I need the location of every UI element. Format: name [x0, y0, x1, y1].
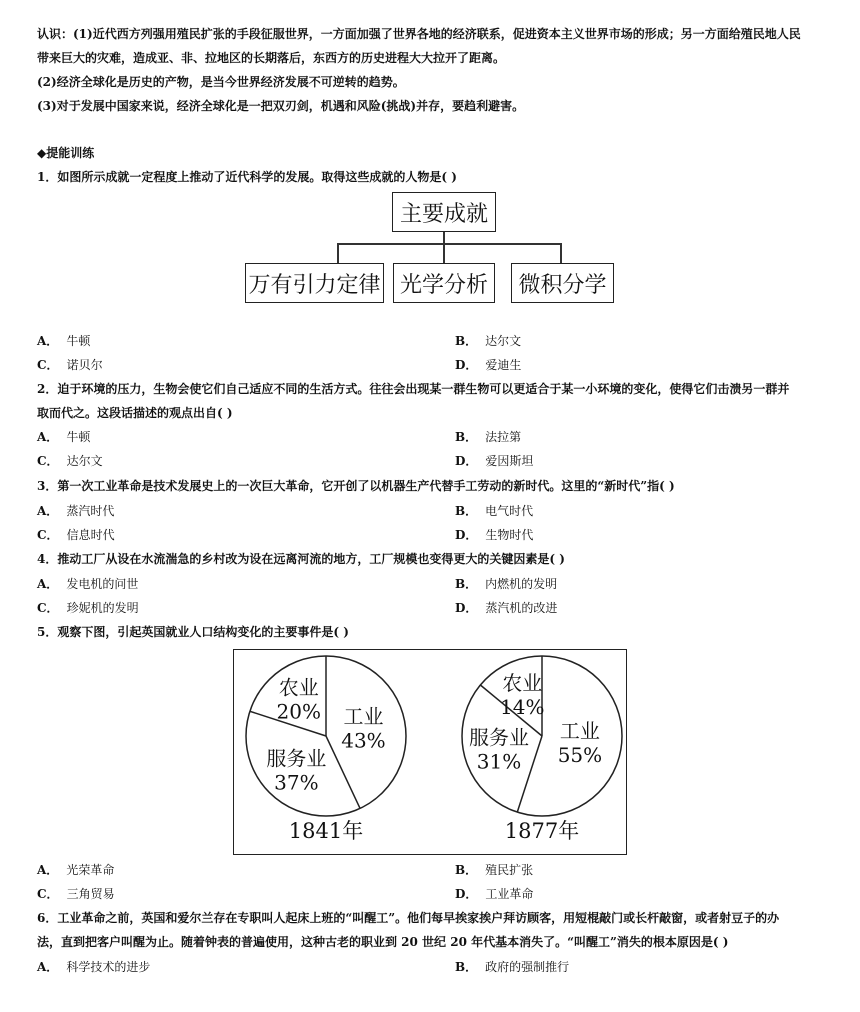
diagram-child-label: 万有引力定律 — [248, 272, 381, 298]
option-text: 内燃机的发明 — [485, 577, 558, 591]
option-c[interactable]: C． 珍妮机的发明 — [37, 601, 139, 615]
option-c[interactable]: C． 诺贝尔 — [37, 358, 103, 372]
pie-slice-label: 服务业 — [266, 746, 327, 771]
option-c[interactable]: C． 三角贸易 — [37, 887, 115, 901]
option-text: 达尔文 — [66, 454, 103, 468]
pie-slice-label: 工业 — [559, 719, 600, 744]
diagram-child-box — [245, 263, 384, 303]
option-d[interactable]: D． 工业革命 — [455, 887, 534, 901]
pie-slice-value: 37% — [274, 770, 319, 795]
option-d[interactable]: D． 爱因斯坦 — [455, 454, 534, 468]
option-text: 爱因斯坦 — [485, 454, 534, 468]
section-title: ◆提能训练 — [37, 146, 95, 160]
option-a[interactable]: A． 牛顿 — [37, 334, 91, 348]
option-text: 蒸汽时代 — [66, 504, 115, 518]
option-b[interactable]: B． 内燃机的发明 — [455, 577, 558, 591]
pie-slice-label: 工业 — [343, 704, 384, 729]
diagram-connector — [560, 243, 562, 263]
option-text: 电气时代 — [485, 504, 534, 518]
option-text: 光荣革命 — [66, 863, 115, 877]
pie-slice-label: 服务业 — [468, 725, 529, 750]
diagram-root-box — [392, 192, 496, 232]
pie-slice-value: 20% — [276, 699, 321, 724]
option-text: 信息时代 — [66, 528, 115, 542]
option-text: 发电机的问世 — [66, 577, 139, 591]
option-b[interactable]: B． 电气时代 — [455, 504, 534, 518]
question-6-stem-line-1: 6．工业革命之前，英国和爱尔兰存在专职叫人起床上班的“叫醒工”。他们每早挨家挨户拜访顾客，用短棍敲门或长杆敲窗，或者射豆子的办 — [37, 911, 780, 925]
option-c[interactable]: C． 达尔文 — [37, 454, 103, 468]
option-text: 牛顿 — [66, 430, 91, 444]
option-b[interactable]: B． 法拉第 — [455, 430, 522, 444]
option-text: 爱迪生 — [485, 358, 522, 372]
option-b[interactable]: B． 达尔文 — [455, 334, 522, 348]
option-d[interactable]: D． 蒸汽机的改进 — [455, 601, 558, 615]
option-text: 蒸汽机的改进 — [485, 601, 558, 615]
pie-chart-svg — [234, 650, 625, 853]
option-text: 珍妮机的发明 — [66, 601, 139, 615]
option-d[interactable]: D． 生物时代 — [455, 528, 534, 542]
option-text: 政府的强制推行 — [485, 960, 570, 974]
pie-slice-value: 55% — [557, 743, 603, 768]
option-b[interactable]: B． 殖民扩张 — [455, 863, 534, 877]
employment-pie-charts — [233, 649, 627, 855]
diagram-connector — [443, 232, 445, 243]
question-2-stem-line-1: 2．迫于环境的压力，生物会使它们自己适应不同的生活方式。往往会出现某一群生物可以更适合于某一小环境的变化，使得它们击溃另一群并 — [37, 382, 790, 396]
question-4-stem: 4．推动工厂从设在水流湍急的乡村改为设在远离河流的地方，工厂规模也变得更大的关键因素是( ) — [37, 552, 565, 566]
option-text: 科学技术的进步 — [66, 960, 151, 974]
diagram-child-box — [393, 263, 495, 303]
diagram-connector — [337, 243, 561, 245]
pie-slice-label: 农业 — [278, 675, 319, 700]
option-text: 法拉第 — [485, 430, 522, 444]
pie-slice-value: 14% — [500, 695, 545, 720]
option-text: 牛顿 — [66, 334, 91, 348]
option-text: 生物时代 — [485, 528, 534, 542]
intro-line-4: (3)对于发展中国家来说，经济全球化是一把双刃剑，机遇和风险(挑战)并存，要趋利避害。 — [37, 99, 525, 113]
diagram-connector — [443, 243, 445, 263]
question-5-stem: 5．观察下图，引起英国就业人口结构变化的主要事件是( ) — [37, 625, 349, 639]
pie-year-label: 1841年 — [288, 819, 364, 843]
question-1-stem: 1．如图所示成就一定程度上推动了近代科学的发展。取得这些成就的人物是( ) — [37, 170, 457, 184]
intro-line-1: 认识：(1)近代西方列强用殖民扩张的手段征服世界，一方面加强了世界各地的经济联系，促进资本主义世界市场的形成；另一方面给殖民地人民 — [37, 27, 801, 41]
option-text: 三角贸易 — [66, 887, 115, 901]
option-b[interactable]: B． 政府的强制推行 — [455, 960, 570, 974]
diagram-child-label: 光学分析 — [399, 272, 488, 298]
option-a[interactable]: A． 光荣革命 — [37, 863, 115, 877]
option-text: 工业革命 — [485, 887, 534, 901]
diagram-child-box — [511, 263, 614, 303]
pie-year-label: 1877年 — [504, 819, 580, 843]
diagram-child-label: 微积分学 — [518, 272, 607, 298]
pie-slice-value: 31% — [476, 749, 522, 774]
intro-line-2: 带来巨大的灾难，造成亚、非、拉地区的长期落后，东西方的历史进程大大拉开了距离。 — [37, 51, 506, 65]
option-a[interactable]: A． 发电机的问世 — [37, 577, 139, 591]
diagram-root-label: 主要成就 — [399, 201, 488, 227]
option-a[interactable]: A． 科学技术的进步 — [37, 960, 151, 974]
option-text: 达尔文 — [485, 334, 522, 348]
question-6-stem-line-2: 法，直到把客户叫醒为止。随着钟表的普遍使用，这种古老的职业到 20 世纪 20 年代基本消失了。“叫醒工”消失的根本原因是( ) — [37, 935, 729, 949]
diagram-connector — [337, 243, 339, 263]
option-c[interactable]: C． 信息时代 — [37, 528, 115, 542]
option-d[interactable]: D． 爱迪生 — [455, 358, 522, 372]
pie-slice-label: 农业 — [502, 671, 543, 696]
option-text: 诺贝尔 — [66, 358, 103, 372]
question-3-stem: 3．第一次工业革命是技术发展史上的一次巨大革命，它开创了以机器生产代替手工劳动的新时代。这里的“新时代”指( ) — [37, 479, 675, 493]
intro-line-3: (2)经济全球化是历史的产物，是当今世界经济发展不可逆转的趋势。 — [37, 75, 405, 89]
option-a[interactable]: A． 牛顿 — [37, 430, 91, 444]
option-text: 殖民扩张 — [485, 863, 534, 877]
option-a[interactable]: A． 蒸汽时代 — [37, 504, 115, 518]
pie-slice-value: 43% — [341, 728, 386, 753]
question-2-stem-line-2: 取而代之。这段话描述的观点出自( ) — [37, 406, 233, 420]
